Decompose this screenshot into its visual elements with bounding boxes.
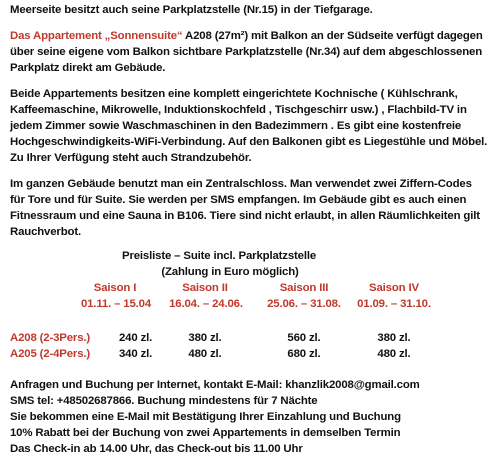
season-2-name: Saison II bbox=[182, 282, 228, 294]
sonnensuite-line-1-rest: A208 (27m²) mit Balkon an der Südseite verfügt dagegen bbox=[182, 30, 483, 42]
season-1-name: Saison I bbox=[93, 282, 137, 294]
equipment-line-2: Kaffeemaschine, Mikrowelle, Induktionskochfeld , Tischgeschirr usw.) , Flachbild-TV in bbox=[10, 104, 467, 116]
row-a208-price-season-2: 380 zl. bbox=[188, 332, 222, 344]
sonnensuite-line-1 bbox=[10, 29, 483, 43]
pricelist-subtitle: (Zahlung in Euro möglich) bbox=[161, 266, 299, 278]
row-a208-label: A208 (2-3Pers.) bbox=[10, 332, 91, 344]
intro-text: Meerseite besitzt auch seine Parkplatzstelle (Nr.15) in der Tiefgarage. bbox=[10, 4, 373, 16]
contact-line-2: SMS tel: +48502687866. Buchung mindestens für 7 Nächte bbox=[10, 395, 318, 407]
contact-line-3: Sie bekommen eine E-Mail mit Bestätigung Ihrer Einzahlung und Buchung bbox=[10, 411, 401, 423]
contact-line-4: 10% Rabatt bei der Buchung von zwei Appartements in demselben Termin bbox=[10, 427, 401, 439]
equipment-line-4: Hochgeschwindigkeits-WiFi-Verbindung. Auf den Balkonen gibt es Liegestühle und Möbel. bbox=[10, 136, 487, 148]
season-4-name: Saison IV bbox=[369, 282, 419, 294]
building-line-1: Im ganzen Gebäude benutzt man ein Zentralschloss. Man verwendet zwei Ziffern-Codes bbox=[10, 178, 472, 190]
row-a205-label: A205 (2-4Pers.) bbox=[10, 348, 91, 360]
season-1-dates: 01.11. – 15.04 bbox=[80, 298, 152, 310]
row-a205-price-season-3: 680 zl. bbox=[287, 348, 321, 360]
building-line-2: für Tore und für Suite. Sie werden per SMS empfangen. Im Gebäude gibt es auch einen bbox=[10, 194, 467, 206]
building-line-4: Rauchverbot. bbox=[10, 226, 81, 238]
contact-line-5: Das Check-in ab 14.00 Uhr, das Check-out bis 11.00 Uhr bbox=[10, 443, 303, 455]
season-3-name: Saison III bbox=[279, 282, 329, 294]
row-a205-price-season-1: 340 zl. bbox=[119, 348, 153, 360]
price-row-a205 bbox=[10, 347, 90, 361]
season-4-dates: 01.09. – 31.10. bbox=[357, 298, 431, 310]
equipment-line-3: jedem Zimmer sowie Waschmaschinen in den Badezimmern . Es gibt eine kostenfreie bbox=[10, 120, 462, 132]
row-a208-price-season-1: 240 zl. bbox=[119, 332, 153, 344]
equipment-line-5: Zu Ihrer Verfügung steht auch Strandzubehör. bbox=[10, 152, 252, 164]
row-a205-price-season-2: 480 zl. bbox=[188, 348, 222, 360]
pricelist-title: Preisliste – Suite incl. Parkplatzstelle bbox=[122, 250, 317, 262]
contact-line-1: Anfragen und Buchung per Internet, kontakt E-Mail: khanzlik2008@gmail.com bbox=[10, 379, 420, 391]
row-a208-price-season-4: 380 zl. bbox=[377, 332, 411, 344]
row-a208-price-season-3: 560 zl. bbox=[287, 332, 321, 344]
sonnensuite-line-2: über seine eigene vom Balkon sichtbare Parkplatzstelle (Nr.34) auf dem abgeschlossenen bbox=[10, 46, 483, 58]
season-2-dates: 16.04. – 24.06. bbox=[169, 298, 243, 310]
row-a205-price-season-4: 480 zl. bbox=[377, 348, 411, 360]
sonnensuite-highlight: Das Appartement „Sonnensuite“ bbox=[10, 30, 183, 42]
equipment-line-1: Beide Appartements besitzen eine komplett eingerichtete Kochnische ( Kühlschrank, bbox=[10, 88, 458, 100]
price-row-a208 bbox=[10, 331, 90, 345]
season-3-dates: 25.06. – 31.08. bbox=[267, 298, 341, 310]
building-line-3: Fitnessraum und eine Sauna in B106. Tiere sind nicht erlaubt, in allen Räumlichkeiten gilt bbox=[10, 210, 480, 222]
sonnensuite-line-3: Parkplatz direkt am Gebäude. bbox=[10, 62, 166, 74]
